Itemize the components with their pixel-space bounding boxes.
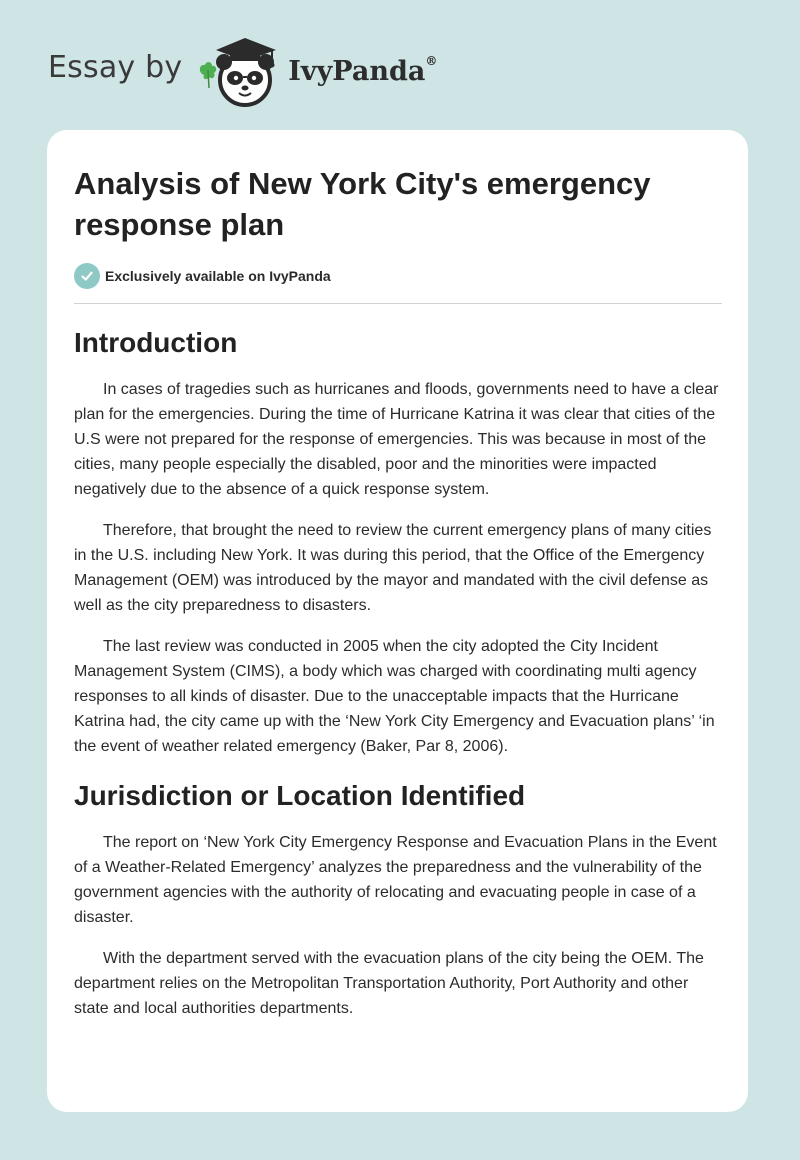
exclusive-badge: [74, 263, 331, 289]
essay-card: [47, 130, 748, 1112]
paragraph: With the department served with the evacuation plans of the city being the OEM. The department relies on the Metropolitan Transportation Authority, Port Authority and other state and local authorities departments.: [74, 950, 704, 1017]
panda-logo-icon[interactable]: [194, 30, 286, 110]
brand-name[interactable]: [288, 53, 438, 87]
paragraph: The last review was conducted in 2005 when the city adopted the City Incident Management System (CIMS), a body which was charged with coordinating multi agency responses to all kinds of disaster. Due to the unacceptable impacts that the Hurricane Katrina had, the city came up with the ‘New York City Emergency and Evacuation plans’ ‘in the event of weather related emergency (Baker, Par 8, 2006).: [74, 638, 715, 755]
paragraph: Therefore, that brought the need to review the current emergency plans of many cities in the U.S. including New York. It was during this period, that the Office of the Emergency Management (OEM) was introduced by the mayor and mandated with the civil defense as well as the city preparedness to disasters.: [74, 522, 712, 614]
brand-text: IvyPanda: [288, 55, 426, 87]
essay-by-label: Essay by: [48, 49, 183, 85]
section-heading: Introduction: [74, 327, 238, 358]
section-heading: Jurisdiction or Location Identified: [74, 780, 526, 811]
essay-title: Analysis of New York City's emergency response plan: [74, 166, 651, 242]
badge-text: Exclusively available on IvyPanda: [105, 268, 331, 284]
paragraph: The report on ‘New York City Emergency Response and Evacuation Plans in the Event of a Weather-Related Emergency’ analyzes the preparedness and the vulnerability of the government agencies with the authority of relocating and evacuating people in case of a disaster.: [74, 834, 717, 926]
paragraph: In cases of tragedies such as hurricanes and floods, governments need to have a clear plan for the emergencies. During the time of Hurricane Katrina it was clear that cities of the U.S were not prepared for the response of emergencies. This was because in most of the cities, many people especially the disabled, poor and the minorities were impacted negatively due to the absence of a quick response system.: [74, 381, 719, 498]
registered-mark: ®: [425, 53, 438, 68]
site-header: [48, 30, 437, 110]
title-divider: [74, 303, 722, 304]
essay-body: [74, 323, 724, 1021]
check-icon: [74, 263, 100, 289]
